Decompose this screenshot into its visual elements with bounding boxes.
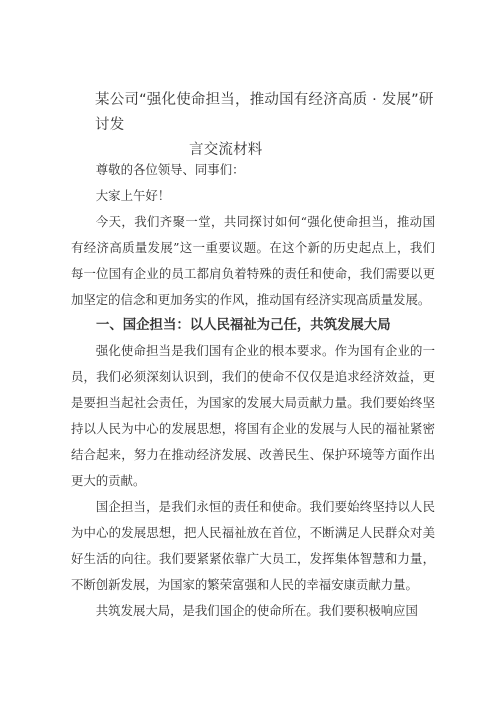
salutation: 尊敬的各位领导、同事们： [95,162,245,177]
document-title [95,88,435,163]
section-heading-1: 一、国企担当：以人民福祉为己任，共筑发展大局 [96,318,391,333]
section-1-paragraph-3: 共筑发展大局，是我们国企的使命所在。我们要积极响应国 [95,603,418,618]
title-line-1: 某公司“强化使命担当，推动国有经济高质 · 发展”研讨发 [95,92,434,133]
title-line-2: 言交流材料 [189,142,263,158]
greeting: 大家上午好！ [95,188,171,203]
intro-paragraph: 今天，我们齐聚一堂，共同探讨如何“强化使命担当，推动国有经济高质量发展”这一重要议题。在这个新的历史起点上，我们每一位国有企业的员工都肩负着特殊的责任和使命，我们需要以更加坚定的信念和更加务实的作风，推动国有经济实现高质量发展。 [71,214,435,307]
document-body [71,157,435,624]
section-1-paragraph-1: 强化使命担当是我们国有企业的根本要求。作为国有企业的一员，我们必须深刻认识到，我们的使命不仅仅是追求经济效益，更是要担当起社会责任，为国家的发展大局贡献力量。我们要始终坚持以人民为中心的发展思想，将国有企业的发展与人民的福祉紧密结合起来，努力在推动经济发展、改善民生、保护环境等方面作出更大的贡献。 [71,343,435,488]
section-1-paragraph-2: 国企担当，是我们永恒的责任和使命。我们要始终坚持以人民为中心的发展思想，把人民福祉放在首位，不断满足人民群众对美好生活的向往。我们要紧紧依靠广大员工，发挥集体智慧和力量，不断创新发展，为国家的繁荣富强和人民的幸福安康贡献力量。 [71,499,435,592]
